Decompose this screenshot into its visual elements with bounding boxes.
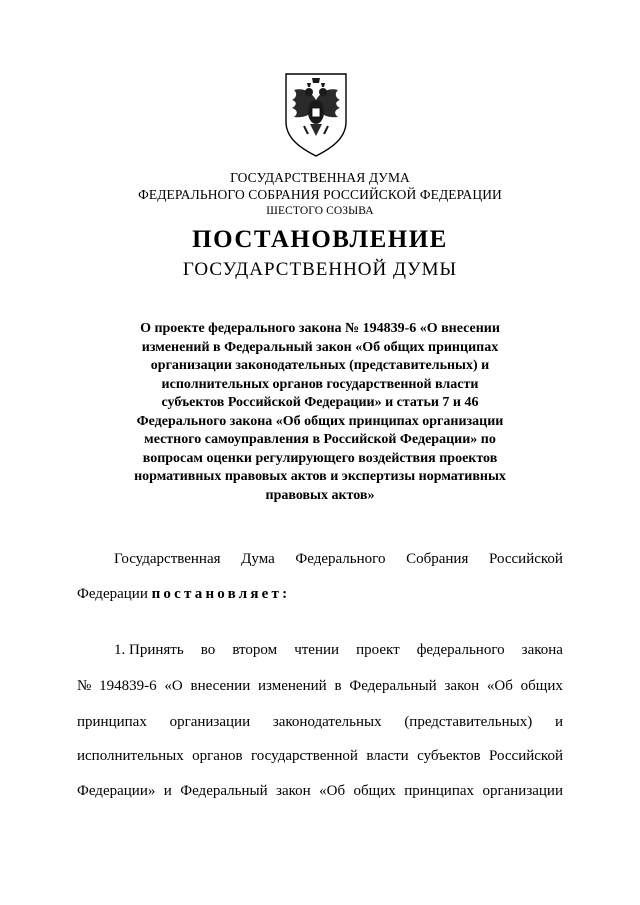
- word: Российской: [489, 748, 563, 764]
- word: принципах: [404, 783, 475, 799]
- word: Федеральный: [180, 783, 268, 799]
- subject-line: изменений в Федеральный закон «Об общих принципах: [141, 339, 499, 355]
- resolution-subject: [100, 320, 540, 505]
- subject-line: исполнительных органов государственной власти: [161, 376, 479, 392]
- word: (представительных): [404, 714, 533, 730]
- body-line-5: [77, 712, 563, 732]
- body-line-2: [77, 584, 563, 604]
- word: в: [334, 678, 342, 694]
- word: субъектов: [417, 748, 481, 764]
- subject-line: нормативных правовых актов и экспертизы нормативных: [134, 469, 506, 484]
- subject-line: О проекте федерального закона № 194839-6 «О внесении: [140, 321, 500, 336]
- word: закон: [276, 783, 311, 799]
- subject-line: вопросам оценки регулирующего воздействия проектов: [142, 450, 498, 466]
- word: закон: [444, 678, 480, 694]
- body-line-7: [77, 781, 563, 801]
- document-title: ПОСТАНОВЛЕНИЕ: [192, 226, 448, 253]
- word: втором: [232, 642, 278, 658]
- word: закона: [521, 642, 563, 658]
- body-line-3: [77, 640, 563, 660]
- word: организации: [482, 783, 563, 799]
- word: №: [77, 678, 92, 694]
- word: и: [163, 783, 172, 799]
- word: Федерального: [295, 551, 386, 567]
- word: исполнительных: [77, 748, 184, 764]
- coat-of-arms-icon: [280, 70, 352, 160]
- word: принципах: [77, 714, 147, 730]
- document-subtitle: ГОСУДАРСТВЕННОЙ ДУМЫ: [182, 259, 458, 280]
- body-line-1: [77, 549, 563, 569]
- word: Федерации»: [77, 783, 156, 799]
- body-line-6: [77, 746, 563, 766]
- word: «Об: [486, 678, 513, 694]
- word: законодательных: [272, 714, 382, 730]
- resolves-keyword: постановляет:: [151, 586, 291, 602]
- subject-line: организации законодательных (представительных) и: [150, 358, 490, 373]
- word: Государственная: [114, 551, 221, 567]
- subject-line: Федерального закона «Об общих принципах организации: [136, 413, 504, 429]
- subject-line: субъектов Российской Федерации» и статьи 7 и 46: [161, 395, 479, 410]
- word: 194839-6: [99, 678, 157, 694]
- word: общих: [520, 678, 563, 694]
- word: внесении: [190, 678, 251, 694]
- word: власти: [366, 748, 409, 764]
- header-line-federal-assembly: ФЕДЕРАЛЬНОГО СОБРАНИЯ РОССИЙСКОЙ ФЕДЕРАЦИИ: [138, 187, 502, 202]
- word: во: [200, 642, 216, 658]
- word: общих: [353, 783, 396, 799]
- word: Федеральный: [349, 678, 437, 694]
- word: «Об: [319, 783, 346, 799]
- word: Дума: [241, 551, 275, 567]
- word: органов: [192, 748, 243, 764]
- header-line-convocation: ШЕСТОГО СОЗЫВА: [266, 205, 374, 217]
- word: организации: [169, 714, 251, 730]
- subject-line: правовых актов»: [265, 487, 375, 503]
- header-line-duma: ГОСУДАРСТВЕННАЯ ДУМА: [230, 170, 410, 185]
- word: изменений: [258, 678, 327, 694]
- word: Собрания: [406, 551, 469, 567]
- word: чтении: [294, 642, 340, 658]
- word: «О: [164, 678, 183, 694]
- word: проект: [356, 642, 400, 658]
- subject-line: местного самоуправления в Российской Федерации» по: [144, 432, 496, 447]
- word: государственной: [251, 748, 358, 764]
- word: Федерации: [77, 586, 148, 602]
- word: и: [554, 714, 563, 730]
- word: федерального: [416, 642, 505, 658]
- body-line-4: [77, 676, 563, 696]
- word: Российской: [489, 551, 563, 567]
- word: 1. Принять: [114, 642, 184, 658]
